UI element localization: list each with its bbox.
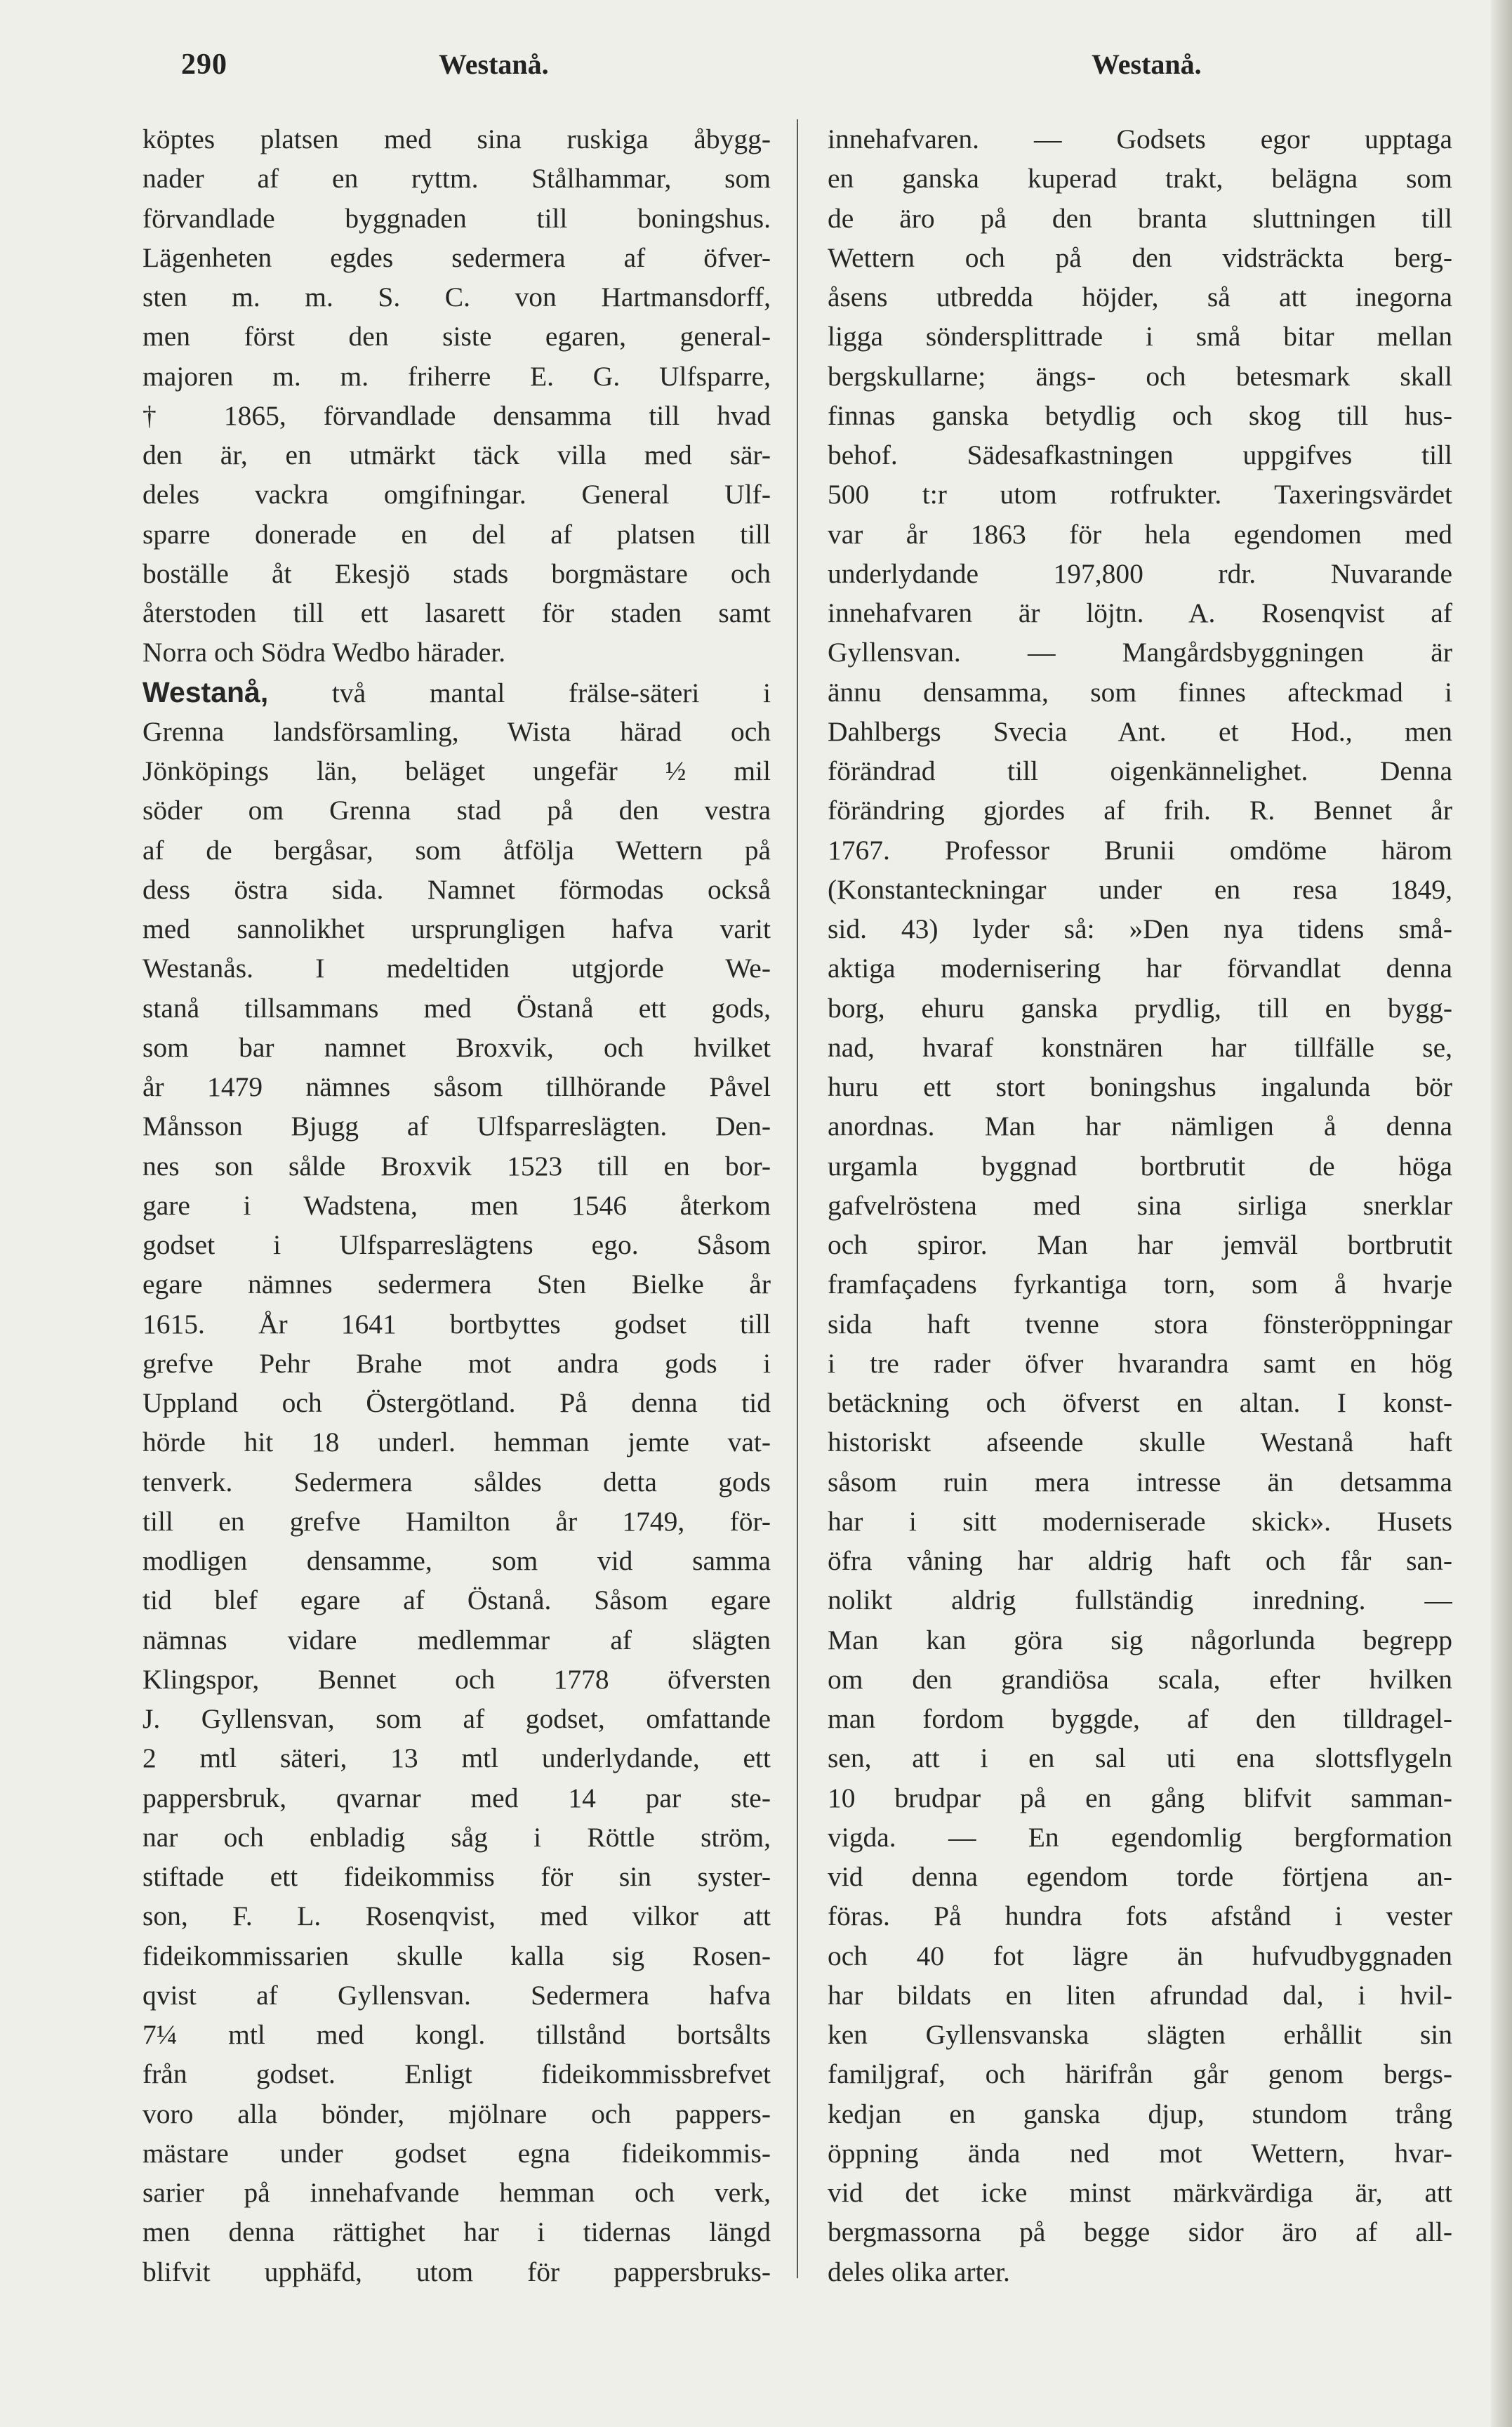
page-header — [0, 48, 1512, 90]
text-line: sarier på innehafvande hemman och verk, — [142, 2177, 771, 2208]
text-line: öfra våning har aldrig haft och får san- — [828, 1545, 1452, 1576]
text-line: Westanås. I medeltiden utgjorde We- — [142, 953, 771, 984]
text-line: grefve Pehr Brahe mot andra gods i — [142, 1347, 771, 1379]
text-line: 1615. År 1641 bortbyttes godset till — [142, 1308, 771, 1340]
text-line: vigda. — En egendomlig bergformation — [828, 1821, 1452, 1853]
text-line: betäckning och öfverst en altan. I konst- — [828, 1387, 1452, 1418]
text-line: bergskullarne; ängs- och betesmark skall — [828, 360, 1452, 392]
text-line: köptes platsen med sina ruskiga åbygg- — [142, 124, 771, 154]
text-line: egare nämnes sedermera Sten Bielke år — [142, 1269, 771, 1300]
text-line: (Konstanteckningar under en resa 1849, — [828, 873, 1452, 905]
text-line: nämnas vidare medlemmar af slägten — [142, 1624, 771, 1655]
text-line: Norra och Södra Wedbo härader. — [142, 637, 506, 668]
text-line: af de bergåsar, som åtfölja Wettern på — [142, 834, 771, 866]
text-line: deles vackra omgifningar. General Ulf- — [142, 479, 771, 510]
text-line: underlydande 197,800 rdr. Nuvarande — [828, 557, 1452, 589]
page-number: 290 — [181, 48, 227, 81]
text-line: sida haft tvenne stora fönsteröppningar — [828, 1308, 1452, 1340]
text-line: och spiror. Man har jemväl bortbrutit — [828, 1229, 1452, 1260]
text-line: man fordom byggde, af den tilldragel- — [828, 1703, 1452, 1734]
text-line: qvist af Gyllensvan. Sedermera hafva — [142, 1979, 771, 2011]
text-line: gafvelröstena med sina sirliga snerklar — [828, 1189, 1452, 1221]
text-line: till en grefve Hamilton år 1749, för- — [142, 1505, 771, 1537]
text-line: stanå tillsammans med Östanå ett gods, — [142, 992, 771, 1024]
text-line: ligga söndersplittrade i små bitar mellan — [828, 321, 1452, 352]
text-line: Månsson Bjugg af Ulfsparreslägten. Den- — [142, 1111, 771, 1142]
text-line: Man kan göra sig någorlunda begrepp — [828, 1624, 1452, 1655]
entry-head-line — [142, 673, 771, 712]
text-line: aktiga modernisering har förvandlat denna — [828, 953, 1452, 984]
running-head-right: Westanå. — [1092, 48, 1202, 80]
text-line: familjgraf, och härifrån går genom bergs- — [828, 2058, 1452, 2090]
text-line: om den grandiösa scala, efter hvilken — [828, 1663, 1452, 1695]
text-line: 7¼ mtl med kongl. tillstånd bortsålts — [142, 2019, 771, 2050]
text-line: har i sitt moderniserade skick». Husets — [828, 1505, 1452, 1537]
text-line: mästare under godset egna fideikommis- — [142, 2137, 771, 2169]
text-line: nader af en ryttm. Stålhammar, som — [142, 163, 771, 194]
text-line: 1767. Professor Brunii omdöme härom — [828, 834, 1452, 866]
text-line: har bildats en liten afrundad dal, i hvil- — [828, 1979, 1452, 2011]
text-line: innehafvaren är löjtn. A. Rosenqvist af — [828, 597, 1452, 628]
text-line: ken Gyllensvanska slägten erhållit sin — [828, 2019, 1452, 2050]
text-line: Uppland och Östergötland. På denna tid — [142, 1387, 771, 1418]
text-column-left — [142, 119, 771, 2292]
text-column-right — [828, 119, 1452, 2292]
text-line: i tre rader öfver hvarandra samt en hög — [828, 1347, 1452, 1379]
text-line: voro alla bönder, mjölnare och pappers- — [142, 2098, 771, 2129]
text-line: Dahlbergs Svecia Ant. et Hod., men — [828, 715, 1452, 747]
text-line: bergmassorna på begge sidor äro af all- — [828, 2216, 1452, 2248]
text-line: sparre donerade en del af platsen till — [142, 518, 771, 550]
text-line: 500 t:r utom rotfrukter. Taxeringsvärdet — [828, 479, 1452, 510]
text-line: pappersbruk, qvarnar med 14 par ste- — [142, 1782, 771, 1813]
text-line: Jönköpings län, beläget ungefär ½ mil — [142, 755, 771, 786]
text-line: en ganska kuperad trakt, belägna som — [828, 163, 1452, 194]
column-divider — [797, 119, 798, 2278]
text-line: vid denna egendom torde förtjena an- — [828, 1861, 1452, 1892]
text-line: såsom ruin mera intresse än detsamma — [828, 1466, 1452, 1497]
text-line: 2 mtl säteri, 13 mtl underlydande, ett — [142, 1742, 771, 1774]
text-line: förändrad till oigenkännelighet. Denna — [828, 755, 1452, 786]
text-line: innehafvaren. — Godsets egor upptaga — [828, 124, 1452, 154]
text-line: urgamla byggnad bortbrutit de höga — [828, 1150, 1452, 1182]
text-line: boställe åt Ekesjö stads borgmästare och — [142, 557, 771, 589]
text-line: J. Gyllensvan, som af godset, omfattande — [142, 1703, 771, 1734]
text-line: borg, ehuru ganska prydlig, till en bygg- — [828, 992, 1452, 1024]
text-line: nolikt aldrig fullständig inredning. — — [828, 1585, 1452, 1616]
text-line: dess östra sida. Namnet förmodas också — [142, 873, 771, 905]
text-line: var år 1863 för hela egendomen med — [828, 518, 1452, 550]
text-line: son, F. L. Rosenqvist, med vilkor att — [142, 1900, 771, 1932]
text-line: söder om Grenna stad på den vestra — [142, 795, 771, 826]
text-line: majoren m. m. friherre E. G. Ulfsparre, — [142, 360, 771, 392]
text-line: föras. På hundra fots afstånd i vester — [828, 1900, 1452, 1932]
text-line: de äro på den branta sluttningen till — [828, 202, 1452, 234]
text-line: anordnas. Man har nämligen å denna — [828, 1111, 1452, 1142]
text-line: Gyllensvan. — Mangårdsbyggningen är — [828, 637, 1452, 668]
text-line: med sannolikhet ursprungligen hafva varit — [142, 913, 771, 944]
text-line: Lägenheten egdes sedermera af öfver- — [142, 242, 771, 273]
text-line: tid blef egare af Östanå. Såsom egare — [142, 1585, 771, 1616]
text-line: från godset. Enligt fideikommissbrefvet — [142, 2058, 771, 2090]
text-line: tenverk. Sedermera såldes detta gods — [142, 1466, 771, 1497]
text-line: sten m. m. S. C. von Hartmansdorff, — [142, 282, 771, 312]
text-line: huru ett stort boningshus ingalunda bör — [828, 1071, 1452, 1102]
entry-head-rest: två mantal frälse-säteri i — [268, 677, 771, 708]
text-line: fideikommissarien skulle kalla sig Rosen- — [142, 1940, 771, 1971]
text-line: Grenna landsförsamling, Wista härad och — [142, 715, 771, 747]
text-line: 10 brudpar på en gång blifvit samman- — [828, 1782, 1452, 1813]
text-line: historiskt afseende skulle Westanå haft — [828, 1427, 1452, 1458]
text-line: stiftade ett fideikommiss för sin syster- — [142, 1861, 771, 1892]
text-line: som bar namnet Broxvik, och hvilket — [142, 1031, 771, 1063]
text-line: öppning ända ned mot Wettern, hvar- — [828, 2137, 1452, 2169]
page-edge-shadow — [1491, 0, 1512, 2427]
text-line: nes son sålde Broxvik 1523 till en bor- — [142, 1150, 771, 1182]
text-line: hörde hit 18 underl. hemman jemte vat- — [142, 1427, 771, 1458]
text-line: sen, att i en sal uti ena slottsflygeln — [828, 1742, 1452, 1774]
text-line: † 1865, förvandlade densamma till hvad — [142, 399, 771, 431]
text-line: Wettern och på den vidsträckta berg- — [828, 242, 1452, 273]
text-line: återstoden till ett lasarett för staden samt — [142, 597, 771, 628]
text-line: Klingspor, Bennet och 1778 öfversten — [142, 1663, 771, 1695]
text-line: kedjan en ganska djup, stundom trång — [828, 2098, 1452, 2129]
text-line: deles olika arter. — [828, 2256, 1010, 2287]
text-line: den är, en utmärkt täck villa med sär- — [142, 439, 771, 470]
text-line: vid det icke minst märkvärdiga är, att — [828, 2177, 1452, 2208]
entry-head: Westanå, — [142, 675, 269, 708]
text-line: åsens utbredda höjder, så att inegorna — [828, 282, 1452, 312]
text-line: nar och enbladig såg i Röttle ström, — [142, 1821, 771, 1853]
text-line: behof. Sädesafkastningen uppgifves till — [828, 439, 1452, 470]
text-line: år 1479 nämnes såsom tillhörande Påvel — [142, 1071, 771, 1102]
text-line: men denna rättighet har i tidernas längd — [142, 2216, 771, 2248]
text-line: finnas ganska betydlig och skog till hus- — [828, 399, 1452, 431]
text-line: nad, hvaraf konstnären har tillfälle se, — [828, 1031, 1452, 1063]
text-line: förändring gjordes af frih. R. Bennet år — [828, 795, 1452, 826]
running-head-left: Westanå. — [439, 48, 549, 80]
text-line: modligen densamme, som vid samma — [142, 1545, 771, 1576]
text-line: sid. 43) lyder så: »Den nya tidens små- — [828, 913, 1452, 944]
text-line: blifvit upphäfd, utom för pappersbruks- — [142, 2256, 771, 2287]
text-line: framfaçadens fyrkantiga torn, som å hvarje — [828, 1269, 1452, 1300]
text-line: men först den siste egaren, general- — [142, 321, 771, 352]
text-line: förvandlade byggnaden till boningshus. — [142, 202, 771, 234]
text-line: godset i Ulfsparreslägtens ego. Såsom — [142, 1229, 771, 1260]
text-line: och 40 fot lägre än hufvudbyggnaden — [828, 1940, 1452, 1971]
text-line: ännu densamma, som finnes afteckmad i — [828, 676, 1452, 708]
text-line: gare i Wadstena, men 1546 återkom — [142, 1189, 771, 1221]
